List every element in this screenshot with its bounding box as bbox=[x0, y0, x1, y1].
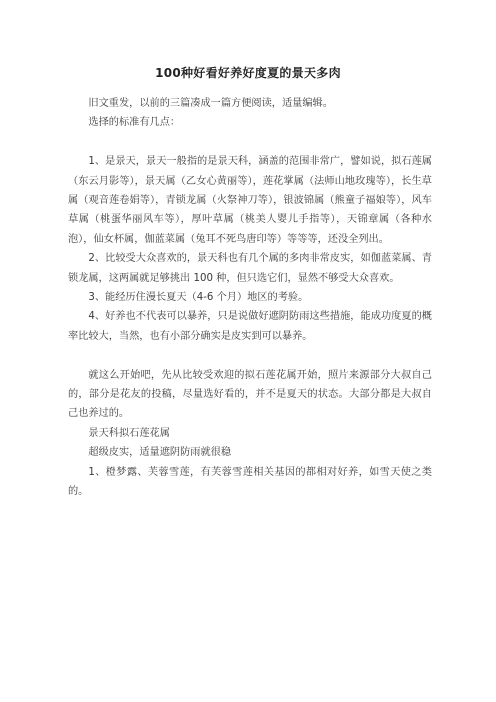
paragraph-criterion-1: 1、是景天，景天一般指的是景天科，涵盖的范围非常广，譬如说，拟石莲属（东云月影等），景天属（乙女心黄丽等），莲花掌属（法师山地玫瑰等），长生草属（观音莲卷娟等），青锁龙属（火祭神刀等），银波锦属（熊童子福娘等），风车草属（桃蛋华丽风车等），厚叶草属（桃美人婴儿手指等），天锦章属（各种水泡），仙女杯属，伽蓝菜属（兔耳不死鸟唐印等）等等等，还没全列出。 bbox=[68, 156, 432, 245]
section-subheading: 超级皮实，适量遮阴防雨就很稳 bbox=[88, 447, 232, 459]
list-item-1: 1、橙梦露、芙蓉雪莲，有芙蓉雪莲相关基因的都相对好养，如雪天使之类的。 bbox=[68, 466, 432, 498]
section-heading: 景天科拟石莲花属 bbox=[88, 427, 170, 439]
paragraph-criteria-heading: 选择的标准有几点： bbox=[88, 117, 181, 129]
paragraph-criterion-2: 2、比较受大众喜欢的，景天科也有几个属的多肉非常皮实，如伽蓝菜属、青锁龙属，这两属就足够挑出 100 种，但只选它们，显然不够受大众喜欢。 bbox=[68, 253, 432, 284]
paragraph-spacer bbox=[68, 133, 432, 152]
paragraph-intro: 旧文重发，以前的三篇凑成一篇方便阅读，适量编辑。 bbox=[88, 98, 333, 109]
document-body bbox=[68, 94, 432, 502]
paragraph-criterion-3: 3、能经历住漫长夏天（4-6 个月）地区的考验。 bbox=[88, 292, 309, 304]
document-title: 100种好看好养好度夏的景天多肉 bbox=[155, 66, 341, 80]
paragraph-spacer bbox=[68, 346, 432, 365]
paragraph-criterion-4: 4、好养也不代表可以暴养，只是说做好遮阴防雨这些措施，能成功度夏的概率比较大，当然，也有小部分确实是皮实到可以暴养。 bbox=[68, 311, 432, 342]
paragraph-start: 就这么开始吧，先从比较受欢迎的拟石莲花属开始，照片来源部分大叔自己的，部分是花友的投稿，尽量选好看的，并不是夏天的状态。大部分都是大叔自己也养过的。 bbox=[68, 369, 432, 420]
